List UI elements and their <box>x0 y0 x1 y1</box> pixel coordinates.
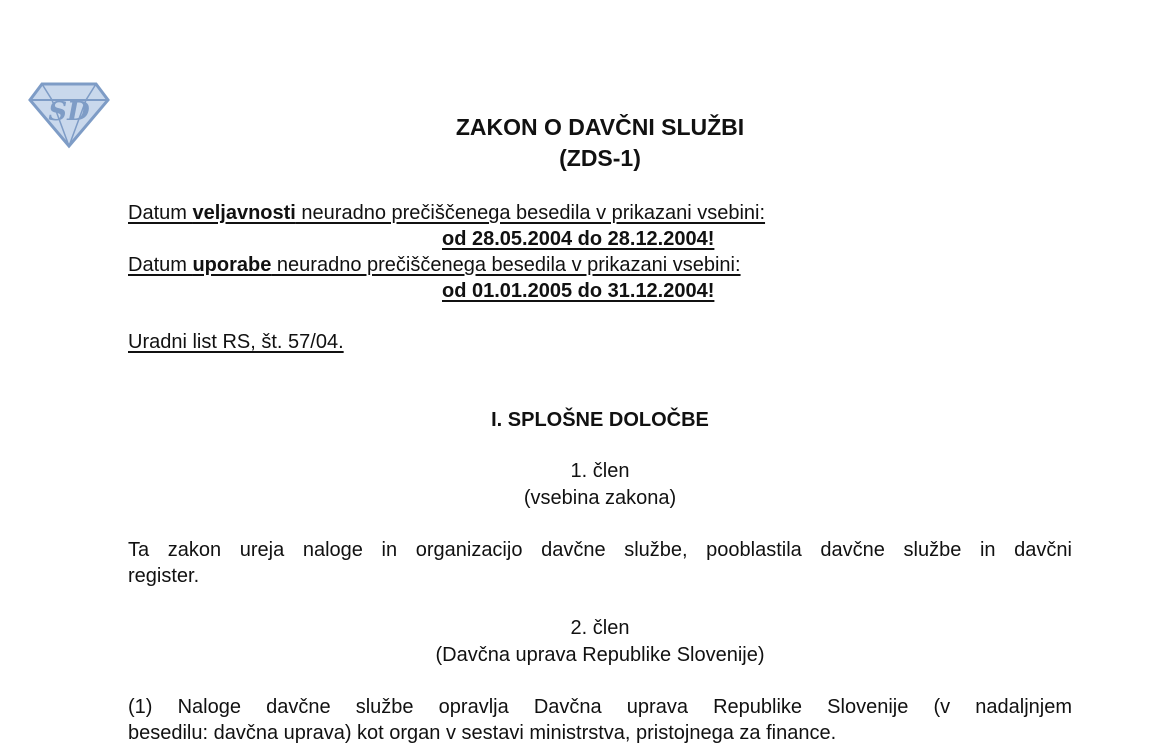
validity-keyword: veljavnosti <box>192 202 296 224</box>
article-2-body-line-2: besedilu: davčna uprava) kot organ v sestavi ministrstva, pristojnega za finance. <box>128 722 837 744</box>
sd-logo-icon <box>28 78 110 150</box>
article-1-body-line-1: Ta zakon ureja naloge in organizacijo davčne službe, pooblastila davčne službe in davčni <box>128 539 1072 561</box>
logo-lettering: SD <box>48 97 90 127</box>
usage-date-range: od 01.01.2005 do 31.12.2004! <box>442 280 715 302</box>
article-2-subtitle: (Davčna uprava Republike Slovenije) <box>435 644 765 666</box>
article-1-subtitle: (vsebina zakona) <box>523 487 677 509</box>
validity-date-label: Datum veljavnosti neuradno prečiščenega besedila v prikazani vsebini: <box>128 202 766 224</box>
validity-date-range: od 28.05.2004 do 28.12.2004! <box>442 228 715 250</box>
usage-date-label: Datum uporabe neuradno prečiščenega besedila v prikazani vsebini: <box>128 254 741 276</box>
article-1-body-line-2: register. <box>128 565 200 587</box>
article-2-number: 2. člen <box>570 617 630 639</box>
article-2-body-line-1: (1) Naloge davčne službe opravlja Davčna uprava Republike Slovenije (v nadaljnjem <box>128 696 1072 718</box>
usage-keyword: uporabe <box>192 254 272 276</box>
law-title: ZAKON O DAVČNI SLUŽBI <box>455 114 745 140</box>
law-abbreviation: (ZDS-1) <box>559 145 641 171</box>
chapter-heading: I. SPLOŠNE DOLOČBE <box>491 409 709 431</box>
official-gazette-reference: Uradni list RS, št. 57/04. <box>128 331 344 353</box>
article-1-number: 1. člen <box>570 460 630 482</box>
